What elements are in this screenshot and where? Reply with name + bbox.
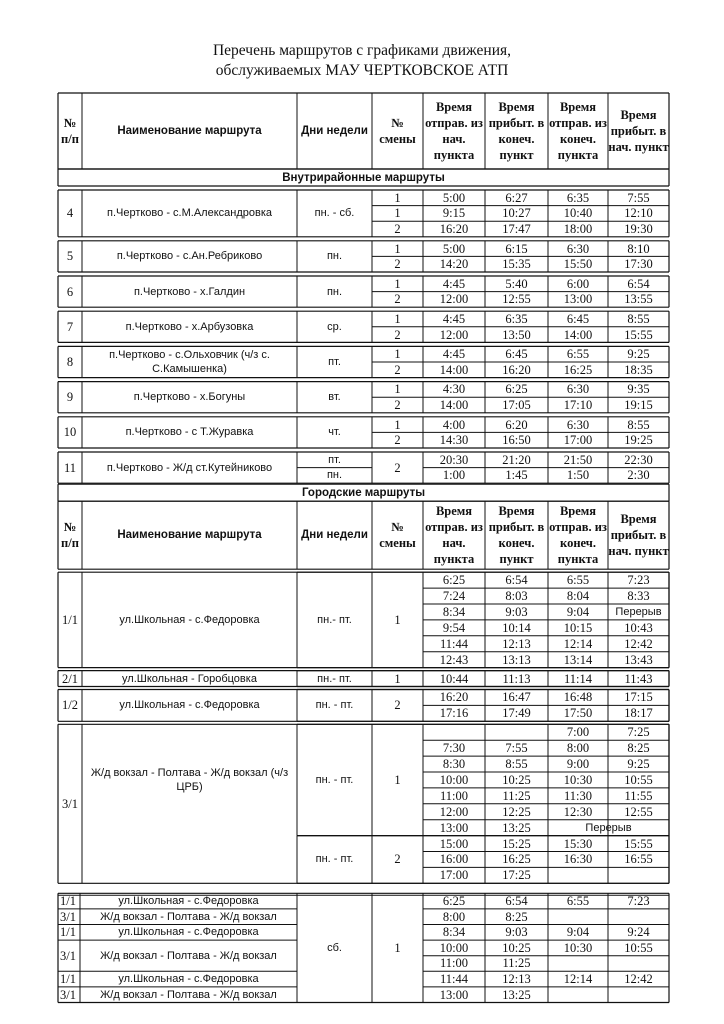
- schedule-time: 6:20: [505, 417, 528, 432]
- route-shift: 2: [394, 221, 401, 236]
- break-label: Перерыв: [615, 605, 662, 618]
- route-number: 3/1: [60, 909, 76, 924]
- page-title-line1: Перечень маршрутов с графиками движения,: [212, 42, 512, 59]
- route-shift: 2: [394, 257, 401, 272]
- route-number: 1/1: [62, 612, 78, 627]
- schedule-time: 8:25: [505, 909, 528, 924]
- schedule-time: 4:45: [442, 347, 466, 362]
- route-shift: 2: [394, 433, 401, 448]
- schedule-time: 12:13: [502, 972, 531, 987]
- route-days: пн. - пт.: [315, 853, 354, 866]
- schedule-time: 5:00: [442, 241, 466, 256]
- schedule-time: 10:43: [624, 620, 653, 635]
- schedule-time: 13:25: [502, 820, 531, 835]
- schedule-time: 7:24: [442, 589, 466, 604]
- schedule-time: 2:30: [627, 468, 650, 483]
- schedule-time: 17:15: [624, 690, 653, 705]
- schedule-time: 9:04: [566, 604, 590, 619]
- route-name: п.Чертково - х.Арбузовка: [125, 320, 254, 333]
- route-days: сб.: [327, 941, 342, 954]
- schedule-time: 12:25: [502, 804, 531, 819]
- schedule-time: 1:45: [505, 468, 528, 483]
- schedule-time: 12:30: [563, 804, 593, 819]
- schedule-time: 4:30: [442, 382, 466, 397]
- route-number: 11: [63, 460, 77, 475]
- route-name: ул.Школьная - с.Федоровка: [119, 699, 260, 712]
- route-name: Ж/д вокзал - Полтава - Ж/д вокзал: [100, 949, 277, 962]
- route-shift: 2: [394, 397, 401, 412]
- route-number: 3/1: [62, 796, 78, 811]
- schedule-time: 13:00: [563, 292, 593, 307]
- schedule-time: 9:04: [566, 925, 590, 940]
- schedule-time: 6:54: [505, 894, 528, 909]
- route-name: ул.Школьная - Горобцовка: [122, 672, 257, 685]
- schedule-time: 11:43: [624, 671, 653, 686]
- route-days: ср.: [327, 320, 342, 333]
- route-number: 1/1: [60, 925, 76, 940]
- schedule-time: 11:25: [502, 956, 531, 971]
- schedule-time: 17:10: [563, 397, 593, 412]
- schedule-time: 12:10: [624, 206, 653, 221]
- schedule-time: [608, 909, 669, 925]
- schedule-time: 13:00: [439, 987, 469, 1002]
- schedule-time: 4:45: [442, 276, 466, 291]
- schedule-time: 11:44: [439, 636, 468, 651]
- route-number: 3/1: [60, 948, 76, 963]
- schedule-time: [608, 987, 669, 1003]
- schedule-time: [548, 987, 608, 1003]
- schedule-time: 9:00: [566, 757, 590, 772]
- schedule-time: 17:47: [502, 221, 531, 236]
- schedule-time: 11:55: [624, 788, 653, 803]
- schedule-time: 8:30: [442, 757, 466, 772]
- schedule-time: 16:00: [439, 852, 469, 867]
- schedule-time: 7:55: [505, 741, 528, 756]
- route-days: чт.: [328, 426, 341, 439]
- schedule-time: 10:00: [439, 772, 469, 787]
- schedule-time: 6:30: [566, 241, 590, 256]
- route-days: пн.- пт.: [317, 672, 352, 685]
- schedule-time: 12:43: [439, 652, 469, 667]
- schedule-time: 11:00: [439, 956, 468, 971]
- schedule-time: 17:50: [563, 706, 593, 721]
- schedule-time: 16:20: [439, 690, 469, 705]
- route-shift: 2: [394, 852, 401, 867]
- schedule-time: 9:15: [442, 206, 466, 221]
- city-header-num: № п/п: [61, 520, 79, 551]
- route-shift: 1: [394, 417, 401, 432]
- district-header-shift: № смены: [379, 116, 416, 146]
- schedule-time: 18:00: [563, 221, 593, 236]
- schedule-time: 10:14: [502, 620, 531, 635]
- route-number: 2/1: [62, 671, 78, 686]
- schedule-time: 7:00: [566, 725, 590, 740]
- route-name: п.Чертково - с Т.Журавка: [125, 426, 254, 439]
- schedule-time: 12:55: [502, 292, 531, 307]
- schedule-time: 5:00: [442, 190, 466, 205]
- route-days: пн. - пт.: [315, 773, 354, 786]
- schedule-time: 9:54: [442, 620, 466, 635]
- schedule-time: 12:00: [439, 292, 469, 307]
- schedule-time: 15:00: [439, 836, 469, 851]
- route-name: п.Чертково - х.Богуны: [133, 391, 246, 404]
- schedule-time: 13:43: [624, 652, 653, 667]
- route-name: ул.Школьная - с.Федоровка: [119, 613, 260, 626]
- schedule-time: 12:13: [502, 636, 531, 651]
- schedule-time: 11:25: [502, 788, 531, 803]
- schedule-time: 8:03: [505, 589, 528, 604]
- route-name: Ж/д вокзал - Полтава - Ж/д вокзал (ч/з ЦРБ): [90, 766, 289, 793]
- district-header-arr-start: Время прибыт. в нач. пункт: [608, 108, 669, 154]
- route-shift: 1: [394, 276, 401, 291]
- schedule-time: 6:54: [505, 573, 528, 588]
- schedule-time: 9:03: [505, 925, 528, 940]
- route-shift: 1: [394, 382, 401, 397]
- schedule-time: [485, 724, 548, 740]
- schedule-time: 4:45: [442, 311, 466, 326]
- schedule-time: 6:25: [442, 894, 466, 909]
- section-title-city: Городские маршруты: [301, 486, 426, 499]
- schedule-time: 13:25: [502, 987, 531, 1002]
- schedule-time: 6:00: [566, 276, 590, 291]
- route-shift: 1: [394, 241, 401, 256]
- schedule-time: [548, 867, 608, 883]
- page-title-line2: обслуживаемых МАУ ЧЕРТКОВСКОЕ АТП: [215, 62, 509, 79]
- schedule-time: 15:25: [502, 836, 531, 851]
- route-shift: 2: [394, 292, 401, 307]
- schedule-time: [548, 956, 608, 972]
- schedule-time: 12:14: [563, 972, 593, 987]
- schedule-time: 1:00: [442, 468, 466, 483]
- route-number: 1/1: [60, 894, 76, 909]
- schedule-time: 9:24: [627, 925, 650, 940]
- schedule-time: 10:55: [624, 940, 653, 955]
- schedule-time: 14:30: [439, 433, 469, 448]
- route-days: пт.: [328, 355, 341, 368]
- route-name: ул.Школьная - с.Федоровка: [118, 926, 259, 939]
- route-shift: 1: [394, 206, 401, 221]
- schedule-time: 6:35: [505, 311, 528, 326]
- schedule-time: 8:55: [505, 757, 528, 772]
- route-shift: 2: [394, 698, 401, 713]
- schedule-time: 11:30: [563, 788, 592, 803]
- route-shift: 1: [394, 940, 401, 955]
- route-name: Ж/д вокзал - Полтава - Ж/д вокзал: [100, 988, 277, 1001]
- route-days: пн. - сб.: [314, 207, 355, 220]
- city-header-days: Дни недели: [301, 529, 368, 542]
- route-days: пн.: [326, 250, 343, 263]
- schedule-time: [423, 724, 485, 740]
- schedule-time: 5:40: [505, 276, 528, 291]
- schedule-time: 1:50: [566, 468, 590, 483]
- route-days: пн.: [326, 469, 343, 482]
- schedule-time: 10:44: [439, 671, 469, 686]
- schedule-time: 8:25: [627, 741, 650, 756]
- route-days: пн.- пт.: [317, 613, 352, 626]
- schedule-time: 10:15: [563, 620, 593, 635]
- schedule-time: 15:50: [563, 257, 593, 272]
- schedule-time: 7:25: [627, 725, 650, 740]
- schedule-time: 10:00: [439, 940, 469, 955]
- route-shift: 1: [394, 612, 401, 627]
- route-name: п.Чертково - с.Ан.Ребриково: [116, 250, 263, 263]
- schedule-time: 15:30: [563, 836, 593, 851]
- route-shift: 1: [394, 311, 401, 326]
- schedule-time: 8:34: [442, 925, 466, 940]
- route-number: 1/1: [60, 972, 76, 987]
- schedule-time: 16:25: [502, 852, 531, 867]
- route-shift: 2: [394, 362, 401, 377]
- section-title-district: Внутрирайонные маршруты: [282, 171, 445, 184]
- schedule-time: 10:25: [502, 940, 531, 955]
- schedule-time: 16:20: [502, 362, 531, 377]
- schedule-time: 6:30: [566, 417, 590, 432]
- route-number: 5: [66, 249, 74, 264]
- schedule-time: [608, 956, 669, 972]
- schedule-time: 6:45: [566, 311, 590, 326]
- district-header-dep-start: Время отправ. из нач. пункта: [425, 100, 483, 162]
- schedule-time: 12:42: [624, 636, 653, 651]
- city-header-arr-end: Время прибыт. в конеч. пункт: [488, 504, 545, 567]
- schedule-time: 18:17: [624, 706, 653, 721]
- route-number: 6: [66, 284, 74, 299]
- schedule-time: 6:55: [566, 347, 590, 362]
- schedule-time: 10:30: [563, 940, 593, 955]
- schedule-time: 16:50: [502, 433, 531, 448]
- schedule-time: [548, 909, 608, 925]
- schedule-time: 6:35: [566, 190, 590, 205]
- city-header-arr-start: Время прибыт. в нач. пункт: [608, 512, 669, 559]
- district-header-num: № п/п: [61, 116, 79, 146]
- schedule-time: 7:55: [627, 190, 650, 205]
- schedule-time: 14:20: [439, 257, 469, 272]
- route-number: 9: [66, 390, 74, 405]
- schedule-time: 14:00: [439, 362, 469, 377]
- route-days: пн. - пт.: [315, 699, 354, 712]
- schedule-time: 11:00: [439, 788, 468, 803]
- schedule-time: 13:55: [624, 292, 653, 307]
- schedule-time: 18:35: [624, 362, 653, 377]
- schedule-time: 8:00: [442, 909, 466, 924]
- schedule-time: 13:00: [439, 820, 469, 835]
- district-header-days: Дни недели: [301, 125, 368, 137]
- schedule-time: 17:16: [439, 706, 469, 721]
- district-header-dep-end: Время отправ. из конеч. пункта: [549, 100, 607, 162]
- schedule-time: 7:23: [627, 894, 650, 909]
- schedule-time: 10:25: [502, 772, 531, 787]
- schedule-time: 17:00: [563, 433, 593, 448]
- city-header-dep-start: Время отправ. из нач. пункта: [425, 504, 483, 567]
- route-shift: 1: [394, 671, 401, 686]
- schedule-time: 12:00: [439, 804, 469, 819]
- route-number: 3/1: [60, 987, 76, 1002]
- schedule-time: 17:25: [502, 868, 531, 883]
- schedule-time: 22:30: [624, 452, 653, 467]
- schedule-time: 16:55: [624, 852, 653, 867]
- route-days: вт.: [328, 391, 341, 404]
- route-number: 1/2: [62, 698, 78, 713]
- schedule-time: 6:15: [505, 241, 528, 256]
- schedule-time: 14:00: [563, 327, 593, 342]
- schedule-time: 15:35: [502, 257, 531, 272]
- route-days: пт.: [328, 453, 341, 466]
- route-days: пн.: [326, 285, 343, 298]
- schedule-time: 4:00: [442, 417, 466, 432]
- schedule-time: 6:55: [566, 573, 590, 588]
- schedule-time: 6:55: [566, 894, 590, 909]
- schedule-time: 7:30: [442, 741, 466, 756]
- route-name: ул.Школьная - с.Федоровка: [118, 895, 259, 908]
- route-shift: 1: [394, 190, 401, 205]
- route-shift: 2: [394, 460, 401, 475]
- schedule-time: 12:55: [624, 804, 653, 819]
- schedule-time: 6:25: [442, 573, 466, 588]
- route-number: 10: [63, 425, 77, 440]
- schedule-time: 17:00: [439, 868, 469, 883]
- route-name: Ж/д вокзал - Полтава - Ж/д вокзал: [100, 910, 277, 923]
- schedule-time: 19:25: [624, 433, 653, 448]
- schedule-time: 17:49: [502, 706, 531, 721]
- route-name: п.Чертково - Ж/д ст.Кутейниково: [106, 461, 273, 474]
- schedule-time: 9:25: [627, 757, 650, 772]
- schedule-time: 13:13: [502, 652, 531, 667]
- route-name: п.Чертково - с.Ольховчик (ч/з с. С.Камышенка): [109, 348, 270, 375]
- schedule-time: 6:27: [505, 190, 528, 205]
- route-name: ул.Школьная - с.Федоровка: [118, 973, 259, 986]
- schedule-time: 13:14: [563, 652, 593, 667]
- schedule-time: 17:05: [502, 397, 531, 412]
- route-number: 8: [66, 354, 74, 369]
- schedule-time: 8:00: [566, 741, 590, 756]
- schedule-time: 7:23: [627, 573, 650, 588]
- route-name: п.Чертково - с.М.Александровка: [107, 207, 272, 220]
- schedule-time: 10:40: [563, 206, 593, 221]
- schedule-time: 21:50: [563, 452, 593, 467]
- schedule-time: 9:25: [627, 347, 650, 362]
- route-number: 7: [66, 319, 74, 334]
- schedule-time: 10:27: [502, 206, 531, 221]
- city-header-dep-end: Время отправ. из конеч. пункта: [549, 504, 607, 567]
- schedule-time: 17:30: [624, 257, 653, 272]
- schedule-time: 8:33: [627, 589, 650, 604]
- schedule-time: 15:55: [624, 836, 653, 851]
- schedule-time: 11:44: [439, 972, 468, 987]
- schedule-time: 8:55: [627, 311, 650, 326]
- route-shift: 1: [394, 772, 401, 787]
- district-header-name: Наименование маршрута: [117, 125, 262, 137]
- route-name: п.Чертково - х.Галдин: [133, 285, 246, 298]
- schedule-time: 12:00: [439, 327, 469, 342]
- route-shift: 1: [394, 347, 401, 362]
- break-label: Перерыв: [585, 821, 632, 834]
- schedule-time: 8:55: [627, 417, 650, 432]
- schedule-time: 14:00: [439, 397, 469, 412]
- schedule-time: 13:50: [502, 327, 531, 342]
- schedule-time: [608, 867, 669, 883]
- route-number: 4: [66, 206, 74, 221]
- schedule-time: 10:55: [624, 772, 653, 787]
- schedule-time: 11:13: [502, 671, 531, 686]
- schedule-time: 6:45: [505, 347, 528, 362]
- schedule-time: 19:30: [624, 221, 653, 236]
- schedule-time: 16:47: [502, 690, 531, 705]
- schedule-time: 6:54: [627, 276, 650, 291]
- schedule-time: 8:04: [566, 589, 590, 604]
- schedule-time: 9:35: [627, 382, 650, 397]
- schedule-time: 9:03: [505, 604, 528, 619]
- schedule-time: 11:14: [563, 671, 592, 686]
- schedule-time: 20:30: [439, 452, 469, 467]
- schedule-time: 12:14: [563, 636, 593, 651]
- schedule-time: 19:15: [624, 397, 653, 412]
- schedule-time: 16:20: [439, 221, 469, 236]
- schedule-time: 6:30: [566, 382, 590, 397]
- schedule-time: 21:20: [502, 452, 531, 467]
- schedule-time: 16:30: [563, 852, 593, 867]
- schedule-time: 10:30: [563, 772, 593, 787]
- schedule-time: 15:55: [624, 327, 653, 342]
- city-header-name: Наименование маршрута: [117, 529, 262, 542]
- district-header-arr-end: Время прибыт. в конеч. пункт: [488, 100, 545, 162]
- city-header-shift: № смены: [379, 520, 416, 551]
- schedule-time: 8:10: [627, 241, 650, 256]
- schedule-time: 16:25: [563, 362, 593, 377]
- route-shift: 2: [394, 327, 401, 342]
- schedule-time: 8:34: [442, 604, 466, 619]
- schedule-time: 12:42: [624, 972, 653, 987]
- schedule-time: 16:48: [563, 690, 593, 705]
- schedule-time: 6:25: [505, 382, 528, 397]
